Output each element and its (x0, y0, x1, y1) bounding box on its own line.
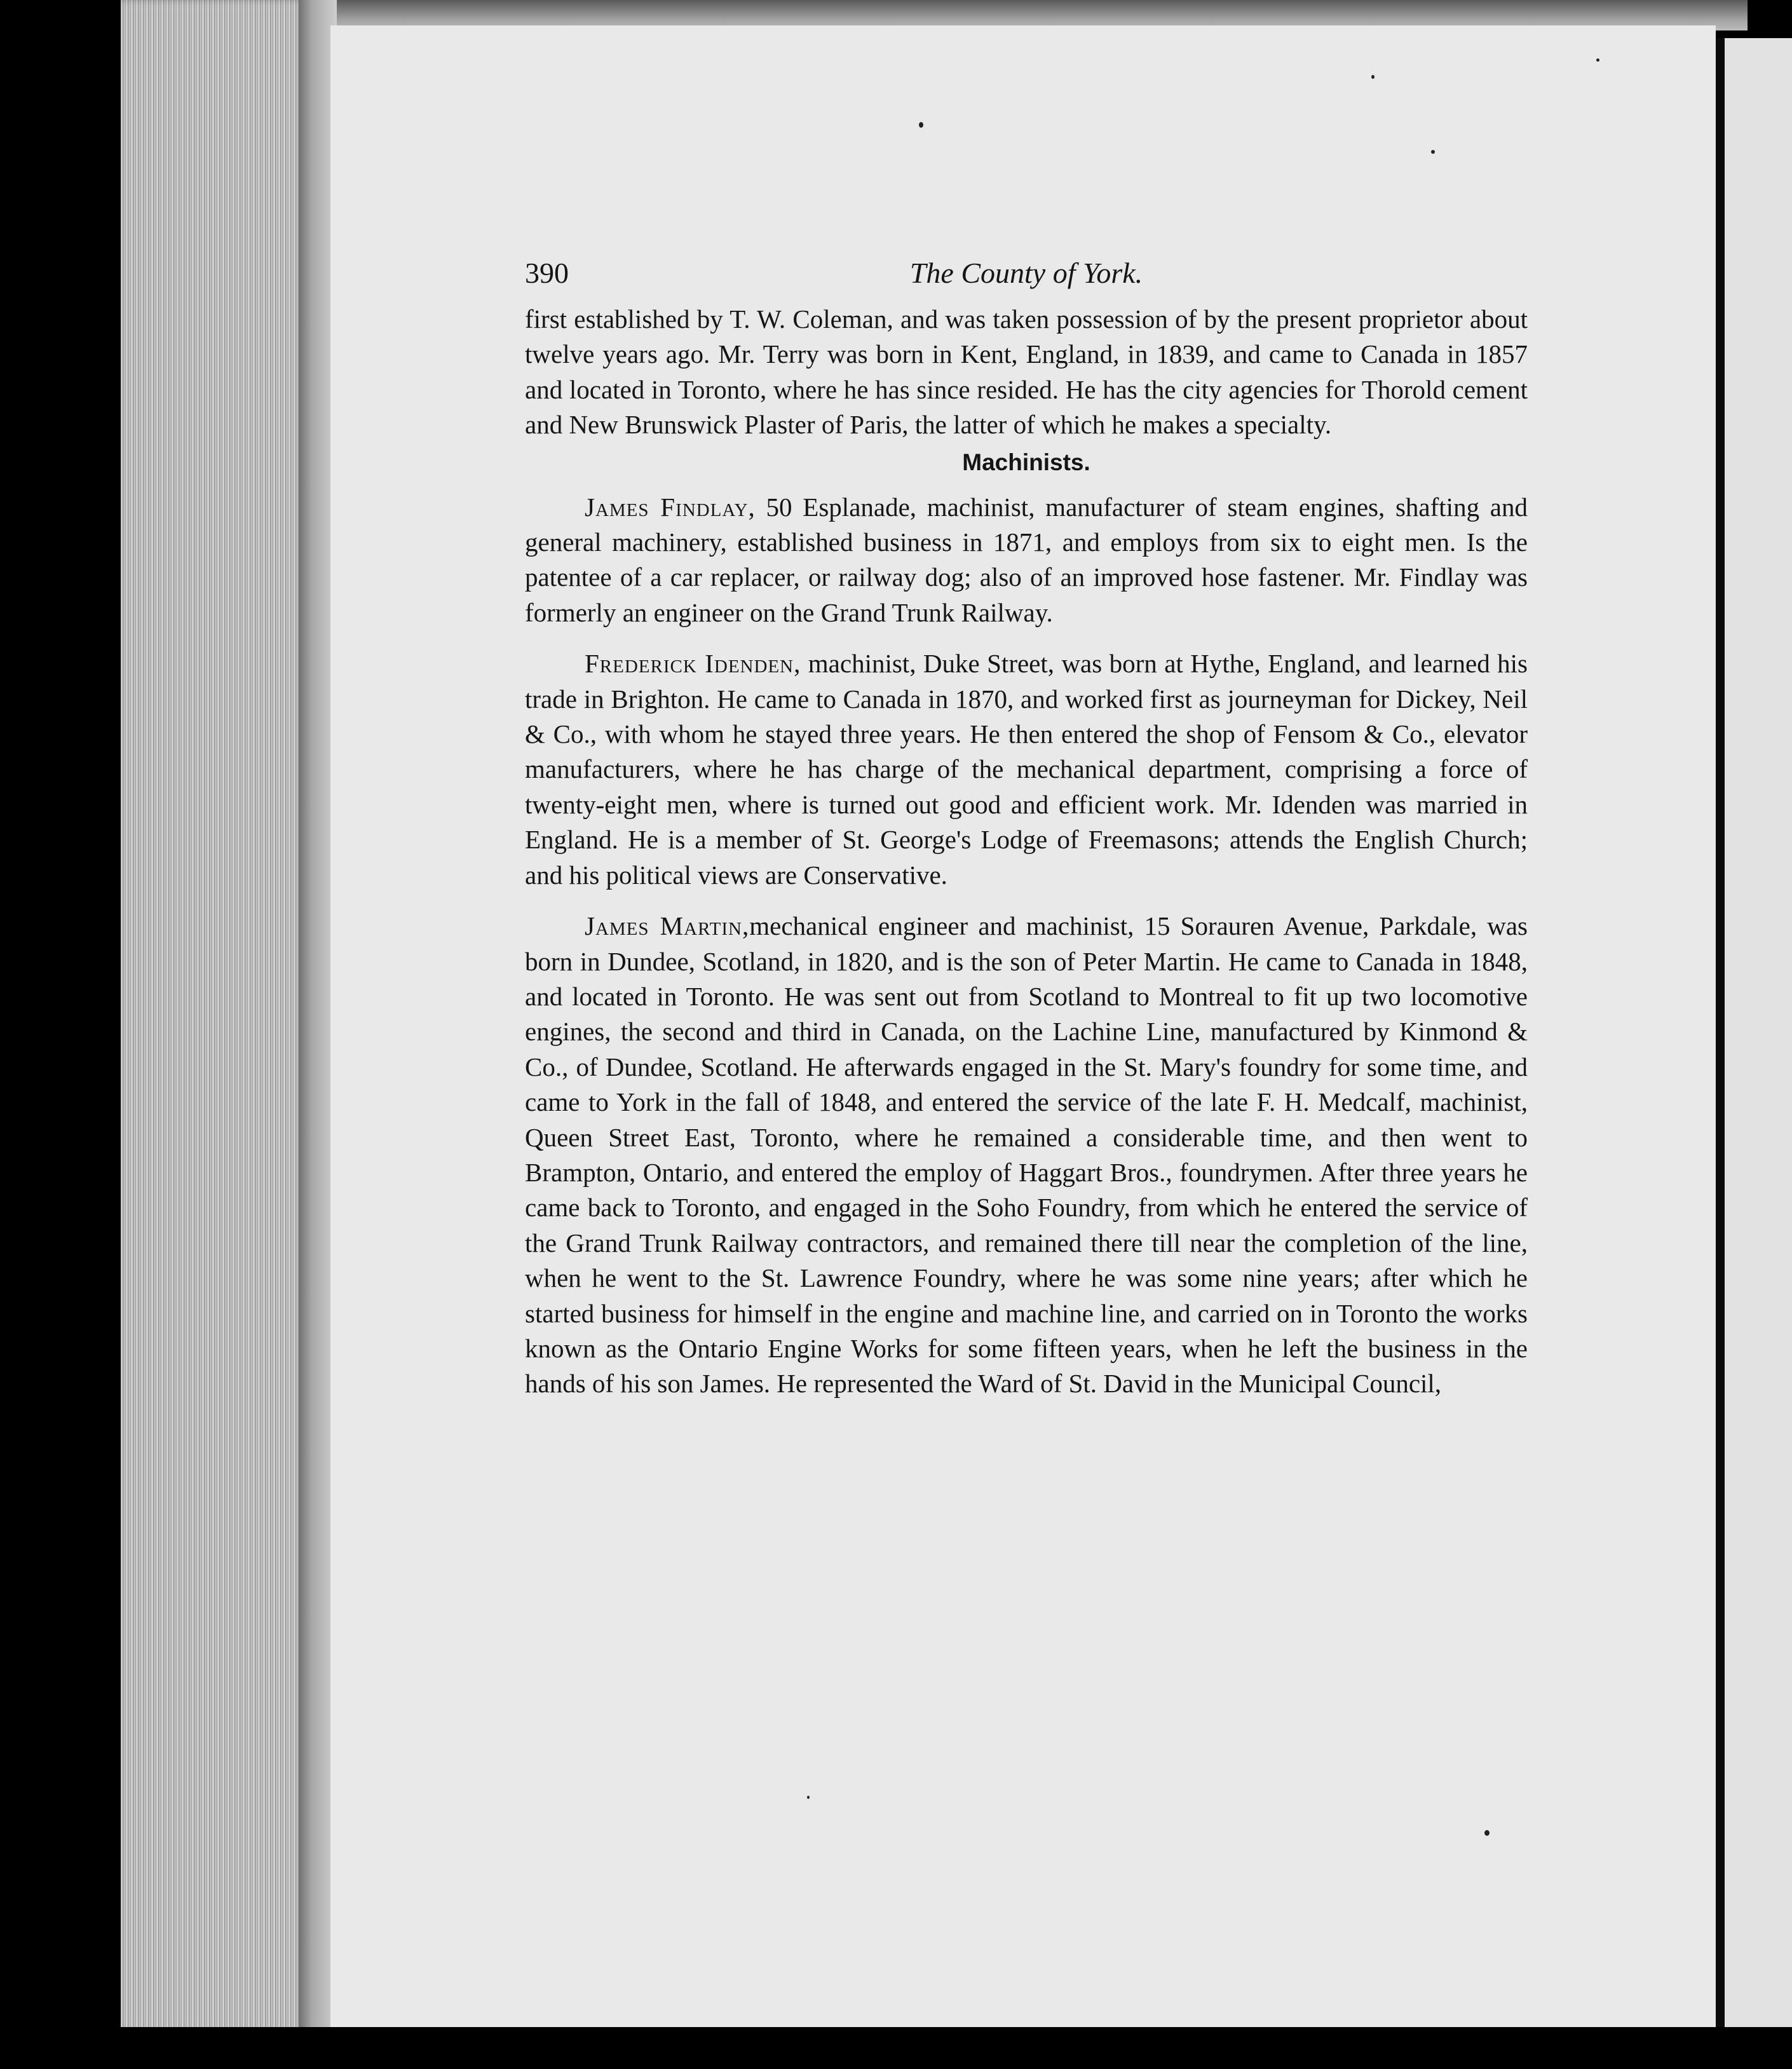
entry-name: James Findlay, (585, 492, 756, 522)
page-number: 390 (525, 257, 569, 289)
intro-paragraph: first established by T. W. Coleman, and was taken possession of by the present proprietor about twelve years ago. Mr. Terry was born in Kent, England, in 1839, and came to Canada in 1857 and located in Toronto, where he has since resided. He has the city agencies for Thorold cement and New Brunswick Plaster of Paris, the latter of which he makes a specialty. (525, 304, 1528, 440)
entry-name: James Martin, (585, 911, 750, 941)
dust-speck (807, 1796, 810, 1799)
dust-speck (919, 122, 923, 128)
page-text-block (525, 251, 1528, 1402)
dust-speck (1431, 150, 1435, 154)
section-heading: Machinists. (962, 449, 1090, 475)
dust-speck (1484, 1830, 1490, 1836)
entry-text: mechanical engineer and machinist, 15 Sorauren Avenue, Parkdale, was born in Dundee, Scotland, in 1820, and is the son of Peter Martin. He came to Canada in 1848, and located in Toronto. He was sent out from Scotland to Montreal to fit up two locomotive engines, the second and third in Canada, on the Lachine Line, manufactured by Kinmond & Co., of Dundee, Scotland. He afterwards engaged in the St. Mary's foundry for some time, and came to York in the fall of 1848, and entered the service of the late F. H. Medcalf, machinist, Queen Street East, Toronto, where he remained a considerable time, and then went to Brampton, Ontario, and entered the employ of Haggart Bros., foundrymen. After three years he came back to Toronto, and engaged in the Soho Foundry, from which he entered the service of the Grand Trunk Railway contractors, and remained there till near the completion of the line, when he went to the St. Lawrence Foundry, where he was some nine years; after which he started business for himself in the engine and machine line, and carried on in Toronto the works known as the Ontario Engine Works for some fifteen years, when he left the business in the hands of his son James. He represented the Ward of St. David in the Municipal Council, (525, 911, 1528, 1399)
entry-paragraph-martin (525, 909, 1528, 1402)
dust-speck (1596, 58, 1599, 62)
entry-name: Frederick Idenden, (585, 649, 801, 679)
running-head (525, 251, 1528, 302)
facing-page-edge (1716, 38, 1792, 2033)
entry-paragraph-idenden (525, 646, 1528, 893)
entry-paragraph-findlay (525, 490, 1528, 631)
dust-speck (1371, 75, 1375, 79)
running-title: The County of York. (909, 257, 1143, 289)
entry-text: 50 Esplanade, machinist, manufacturer of steam engines, shafting and general machinery, established business in 1871, and employs from six to eight men. Is the patentee of a car replacer, or railway dog; also of an improved hose fastener. Mr. Findlay was formerly an engineer on the Grand Trunk Railway. (525, 492, 1528, 627)
entry-text: machinist, Duke Street, was born at Hythe, England, and learned his trade in Brighton. He came to Canada in 1870, and worked first as journeyman for Dickey, Neil & Co., with whom he stayed three years. He then entered the shop of Fensom & Co., elevator manufacturers, where he has charge of the mechanical department, comprising a force of twenty-eight men, where is turned out good and efficient work. Mr. Idenden was married in England. He is a member of St. George's Lodge of Freemasons; attends the English Church; and his political views are Conservative. (525, 649, 1528, 890)
scan-bottom-border (0, 2027, 1792, 2069)
